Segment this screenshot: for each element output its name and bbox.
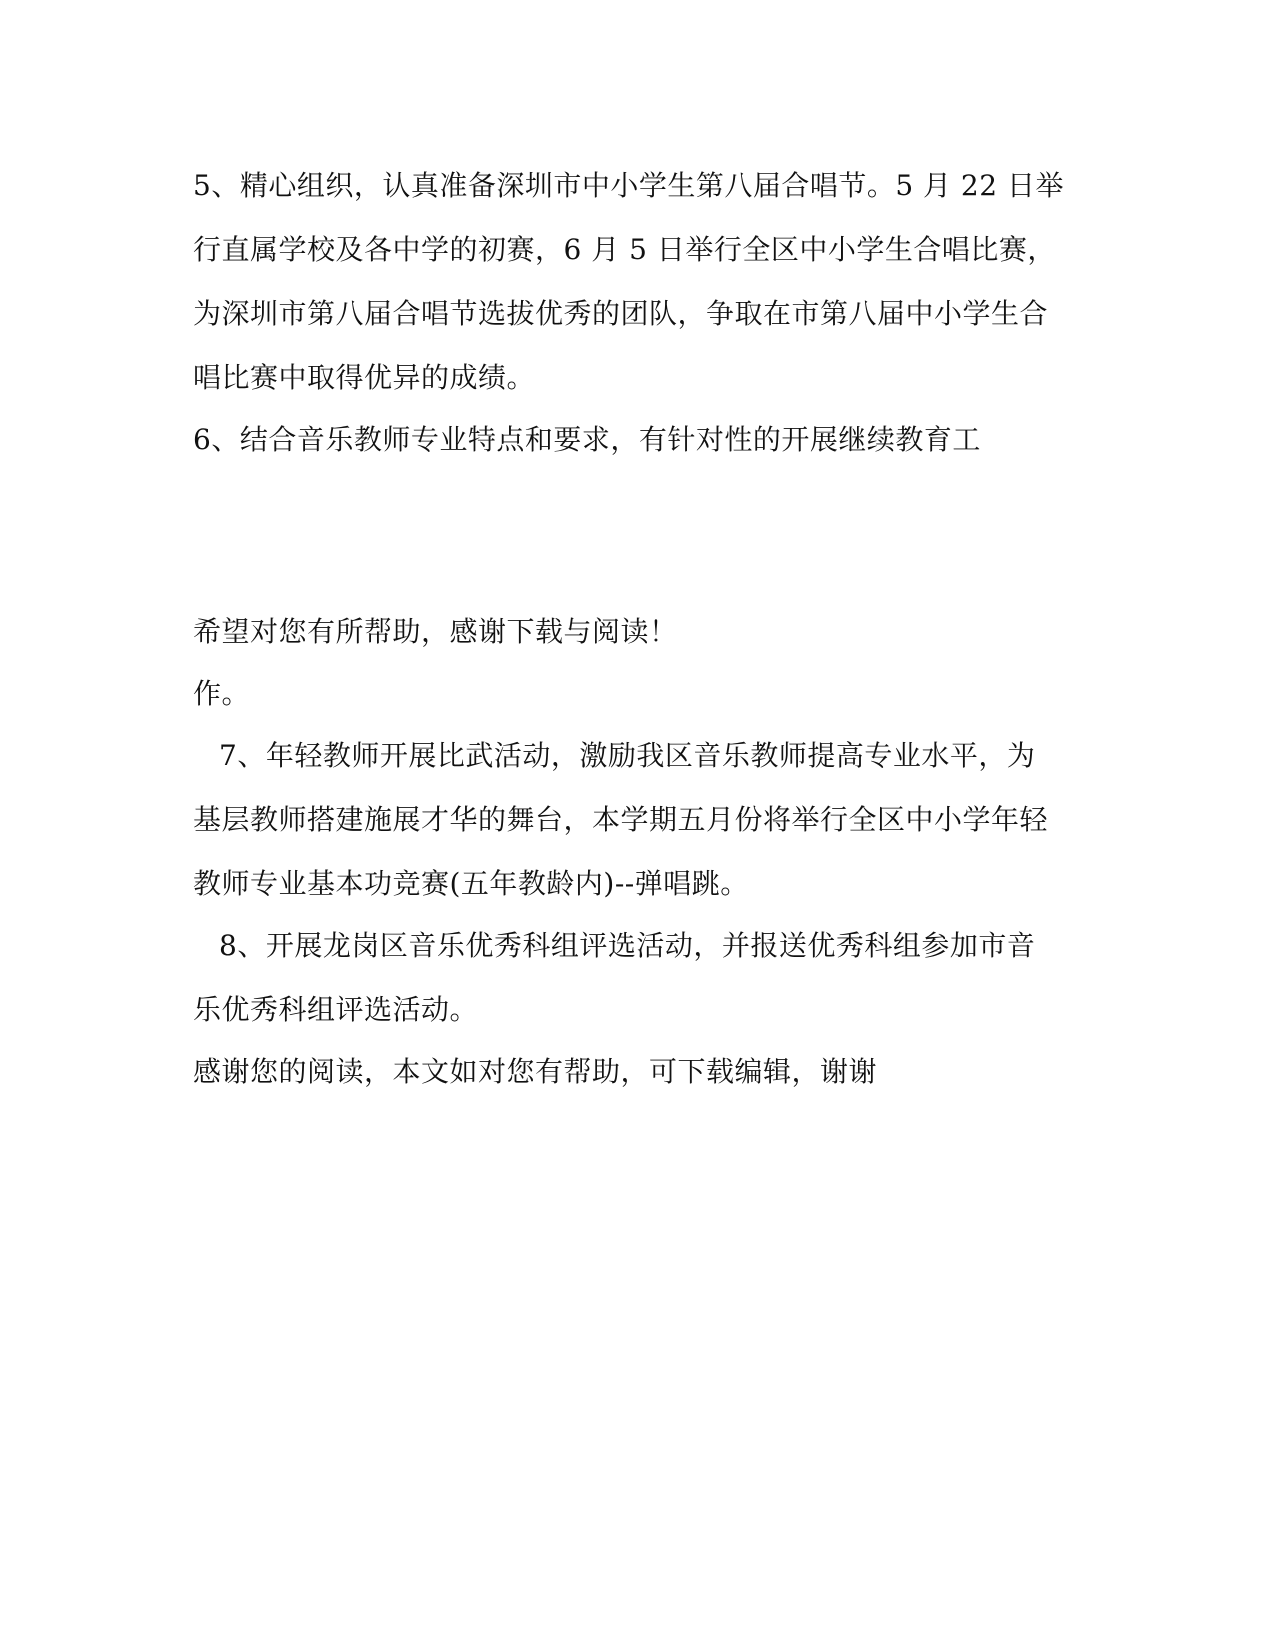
paragraph-8-line-2: 乐优秀科组评选活动。 [193, 993, 479, 1026]
closing-thanks-line: 感谢您的阅读，本文如对您有帮助，可下载编辑，谢谢 [193, 1055, 878, 1088]
paragraph-8-line-1: 8、开展龙岗区音乐优秀科组评选活动，并报送优秀科组参加市音 [219, 929, 1036, 962]
paragraph-7-line-1: 7、年轻教师开展比武活动，激励我区音乐教师提高专业水平，为 [219, 739, 1036, 772]
paragraph-6-line-1: 6、结合音乐教师专业特点和要求，有针对性的开展继续教育工 [193, 423, 981, 456]
paragraph-7-line-3: 教师专业基本功竞赛(五年教龄内)--弹唱跳。 [193, 867, 749, 900]
paragraph-6-line-2: 作。 [193, 677, 251, 710]
paragraph-5-line-4: 唱比赛中取得优异的成绩。 [193, 361, 536, 394]
paragraph-5-line-2: 行直属学校及各中学的初赛，6 月 5 日举行全区中小学生合唱比赛， [193, 233, 1056, 266]
footer-thanks-line: 希望对您有所帮助，感谢下载与阅读！ [193, 615, 678, 648]
paragraph-7-line-2: 基层教师搭建施展才华的舞台，本学期五月份将举行全区中小学年轻 [193, 803, 1049, 836]
paragraph-5-line-3: 为深圳市第八届合唱节选拔优秀的团队，争取在市第八届中小学生合 [193, 297, 1049, 330]
paragraph-5-line-1: 5、精心组织，认真准备深圳市中小学生第八届合唱节。5 月 22 日举 [193, 169, 1064, 202]
